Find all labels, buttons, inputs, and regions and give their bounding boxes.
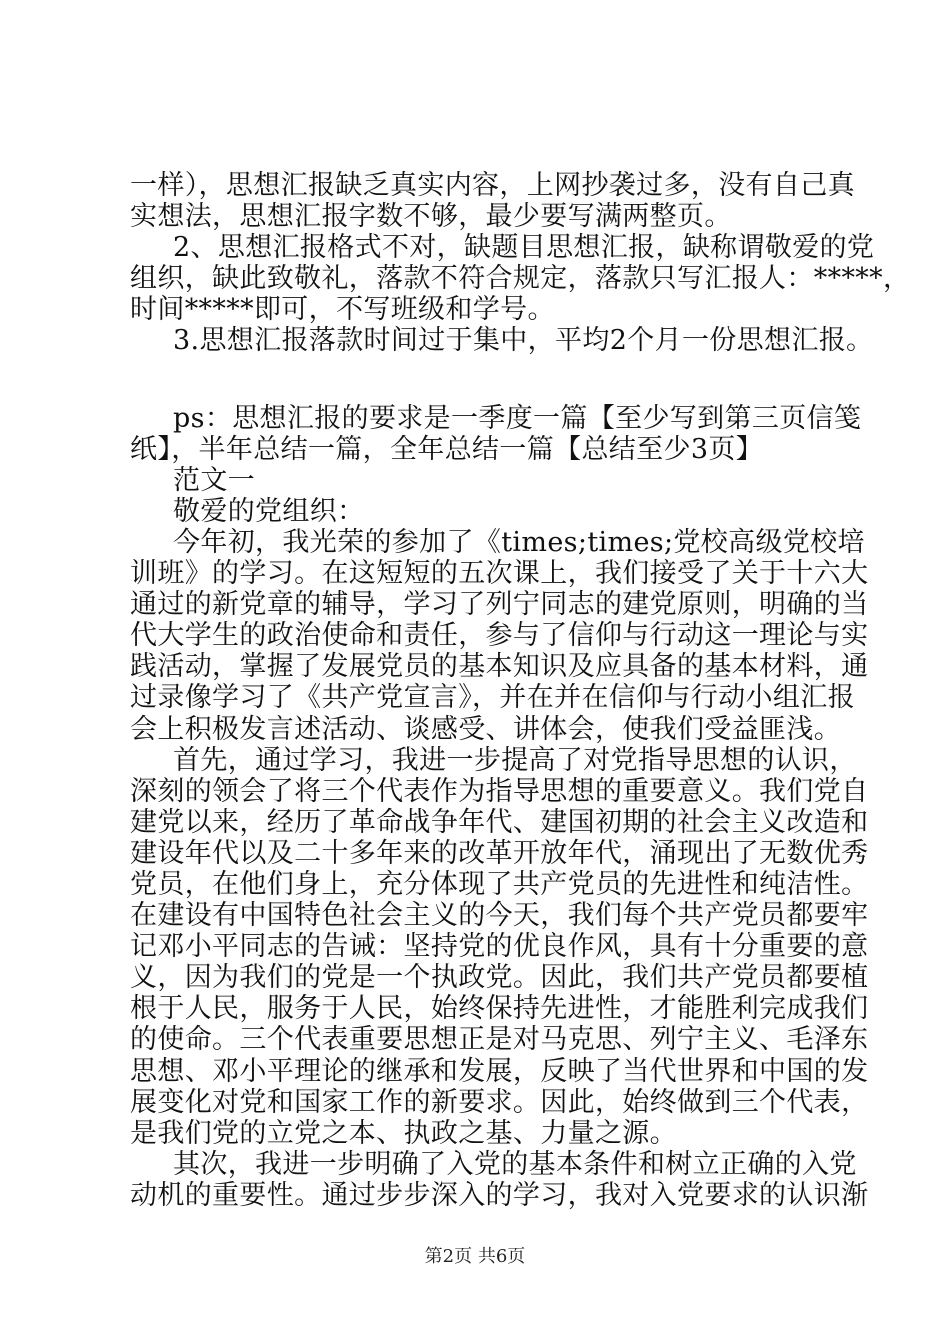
text-line: 会上积极发言述活动、谈感受、讲体会，使我们受益匪浅。	[130, 713, 842, 745]
blank-line	[130, 357, 845, 403]
text-line: 动机的重要性。通过步步深入的学习，我对入党要求的认识渐	[130, 1179, 869, 1211]
text-line: 义，因为我们的党是一个执政党。因此，我们共产党员都要植	[130, 962, 869, 994]
text-line: 实想法，思想汇报字数不够，最少要写满两整页。	[130, 201, 732, 233]
text-line: 的使命。三个代表重要思想正是对马克思、列宁主义、毛泽东	[130, 1024, 869, 1056]
text-line: 党员，在他们身上，充分体现了共产党员的先进性和纯洁性。	[130, 868, 869, 900]
text-line: 2、思想汇报格式不对，缺题目思想汇报，缺称谓敬爱的党	[173, 232, 875, 264]
text-line: 通过的新党章的辅导，学习了列宁同志的建党原则，明确的当	[130, 589, 869, 621]
document-body	[130, 170, 911, 1211]
text-line: 今年初，我光荣的参加了《times;times;党校高级党校培	[173, 526, 865, 558]
section-heading: 范文一	[173, 464, 256, 496]
salutation: 敬爱的党组织：	[173, 495, 365, 527]
text-line: 践活动，掌握了发展党员的基本知识及应具备的基本材料，通	[130, 651, 869, 683]
text-line: 建党以来，经历了革命战争年代、建国初期的社会主义改造和	[130, 806, 869, 838]
text-line: 一样），思想汇报缺乏真实内容，上网抄袭过多，没有自己真	[130, 170, 855, 201]
text-line: 根于人民，服务于人民，始终保持先进性，才能胜利完成我们	[130, 993, 869, 1025]
text-line: 训班》的学习。在这短短的五次课上，我们接受了关于十六大	[130, 558, 869, 590]
text-line: 思想、邓小平理论的继承和发展，反映了当代世界和中国的发	[130, 1055, 869, 1087]
text-line: 是我们党的立党之本、执政之基、力量之源。	[130, 1117, 677, 1149]
text-line: 深刻的领会了将三个代表作为指导思想的重要意义。我们党自	[130, 775, 869, 807]
text-line: 代大学生的政治使命和责任，参与了信仰与行动这一理论与实	[130, 620, 869, 652]
text-line: 展变化对党和国家工作的新要求。因此，始终做到三个代表，	[130, 1086, 869, 1118]
text-line: 过录像学习了《共产党宣言》，并在并在信仰与行动小组汇报	[130, 682, 855, 714]
text-line: 首先，通过学习，我进一步提高了对党指导思想的认识，	[173, 744, 857, 776]
page-number-footer: 第2页 共6页	[424, 1246, 526, 1267]
text-line: 在建设有中国特色社会主义的今天，我们每个共产党员都要牢	[130, 900, 869, 932]
text-line: 记邓小平同志的告诫：坚持党的优良作风，具有十分重要的意	[130, 931, 869, 963]
text-line: 建设年代以及二十多年来的改革开放年代，涌现出了无数优秀	[130, 837, 869, 869]
text-line: 纸】，半年总结一篇，全年总结一篇【总结至少3页】	[130, 433, 764, 465]
text-line: ps：思想汇报的要求是一季度一篇【至少写到第三页信笺	[173, 402, 862, 434]
text-line: 时间*****即可，不写班级和学号。	[130, 294, 555, 326]
text-line: 3.思想汇报落款时间过于集中，平均2个月一份思想汇报。	[173, 325, 874, 357]
text-line: 其次，我进一步明确了入党的基本条件和树立正确的入党	[173, 1148, 857, 1180]
text-line: 组织，缺此致敬礼，落款不符合规定，落款只写汇报人：*****，	[130, 263, 911, 295]
